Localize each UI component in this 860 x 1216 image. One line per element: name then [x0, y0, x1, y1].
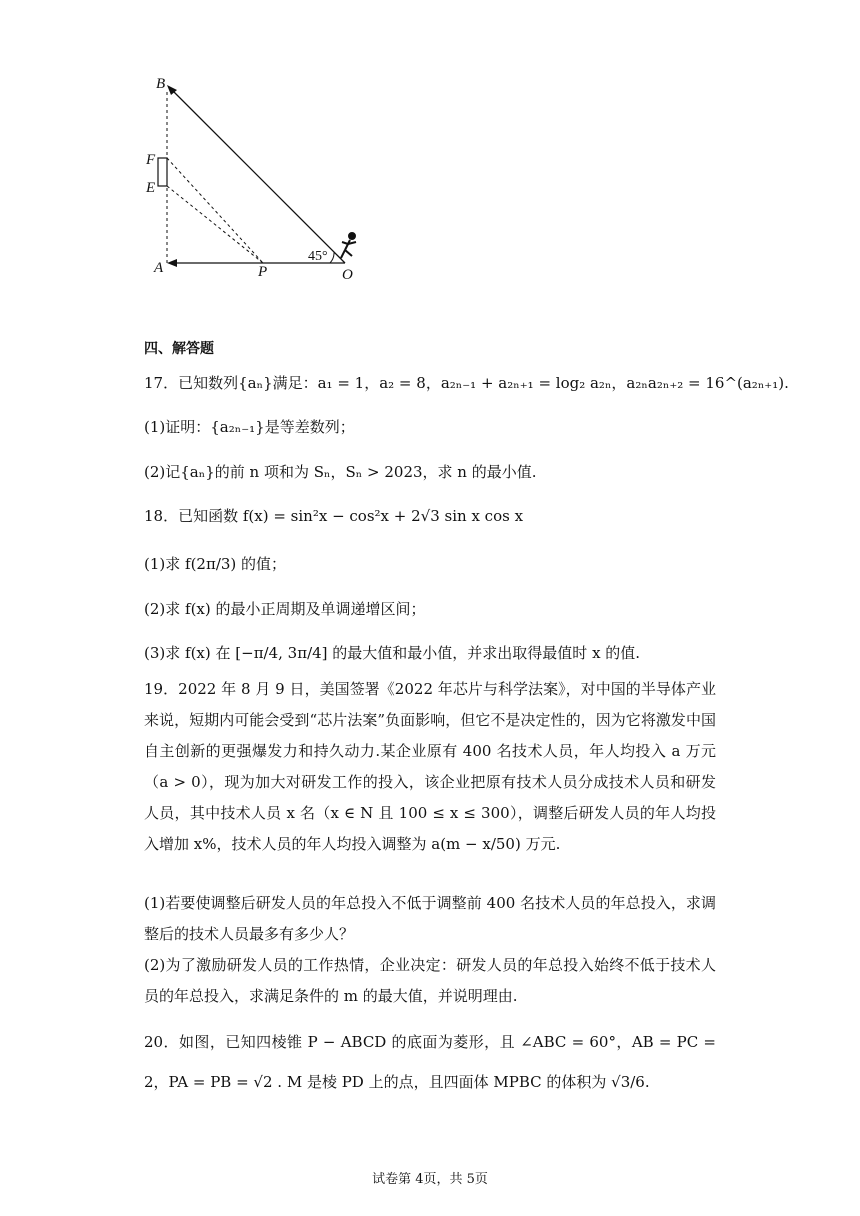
label-B: B — [156, 76, 166, 92]
dashed-FP — [167, 158, 263, 263]
q18-stem: 18．已知函数 f(x) = sin²x − cos²x + 2√3 sin x cos x — [144, 507, 524, 525]
page-footer: 试卷第 4页，共 5页 — [372, 1172, 488, 1187]
dashed-EP — [167, 186, 263, 263]
geometry-figure — [130, 66, 430, 296]
pole-FE — [158, 158, 167, 186]
q18-part1: (1)求 f(2π/3) 的值； — [144, 555, 287, 573]
section-title: 四、解答题 — [144, 341, 214, 357]
label-O: O — [342, 267, 353, 283]
q17-stem: 17．已知数列{aₙ}满足：a₁ = 1，a₂ = 8，a₂ₙ₋₁ + a₂ₙ₊₁ = log₂ a₂ₙ，a₂ₙa₂ₙ₊₂ = 16^(a₂ₙ₊₁). — [144, 374, 789, 392]
runner-icon — [341, 233, 356, 258]
q18-part3: (3)求 f(x) 在 [−π/4, 3π/4] 的最大值和最小值，并求出取得最值时 x 的值. — [144, 644, 641, 662]
triangle-diagram — [130, 66, 430, 296]
label-P: P — [258, 264, 268, 280]
q18-part2: (2)求 f(x) 的最小正周期及单调递增区间； — [144, 600, 426, 618]
angle-arc — [330, 252, 334, 263]
q20-stem: 20．如图，已知四棱锥 P − ABCD 的底面为菱形，且 ∠ABC = 60°，AB = PC = 2，PA = PB = √2 . M 是棱 PD 上的点，且四面体 MPBC 的体积为 √3/6. — [144, 1033, 716, 1091]
q19-stem: 19．2022 年 8 月 9 日，美国签署《2022 年芯片与科学法案》，对中国的半导体产业来说，短期内可能会受到“芯片法案”负面影响，但它不是决定性的，因为它将激发中国自主创新的更强爆发力和持久动力.某企业原有 400 名技术人员，年人均投入 a 万元（a > 0），现为加大对研发工作的投入，该企业把原有技术人员分成技术人员和研发人员，其中技术人员 x 名（x ∈ N 且 100 ≤ x ≤ 300），调整后研发人员的年人均投入增加 x%，技术人员的年人均投入调整为 a(m − x/50) 万元. — [144, 680, 716, 853]
q17-part2: (2)记{aₙ}的前 n 项和为 Sₙ，Sₙ > 2023，求 n 的最小值. — [144, 463, 537, 481]
arrow-A — [167, 259, 177, 267]
label-A: A — [154, 260, 164, 276]
q19-part2: (2)为了激励研发人员的工作热情，企业决定：研发人员的年总投入始终不低于技术人员的年总投入，求满足条件的 m 的最大值，并说明理由. — [144, 956, 716, 1005]
q17-part1: (1)证明：{a₂ₙ₋₁}是等差数列； — [144, 418, 355, 436]
label-F: F — [146, 152, 156, 168]
angle-label: 45° — [308, 249, 328, 264]
q19-part1: (1)若要使调整后研发人员的年总投入不低于调整前 400 名技术人员的年总投入，求调整后的技术人员最多有多少人？ — [144, 894, 716, 943]
label-E: E — [146, 180, 156, 196]
segment-OB — [170, 88, 345, 263]
